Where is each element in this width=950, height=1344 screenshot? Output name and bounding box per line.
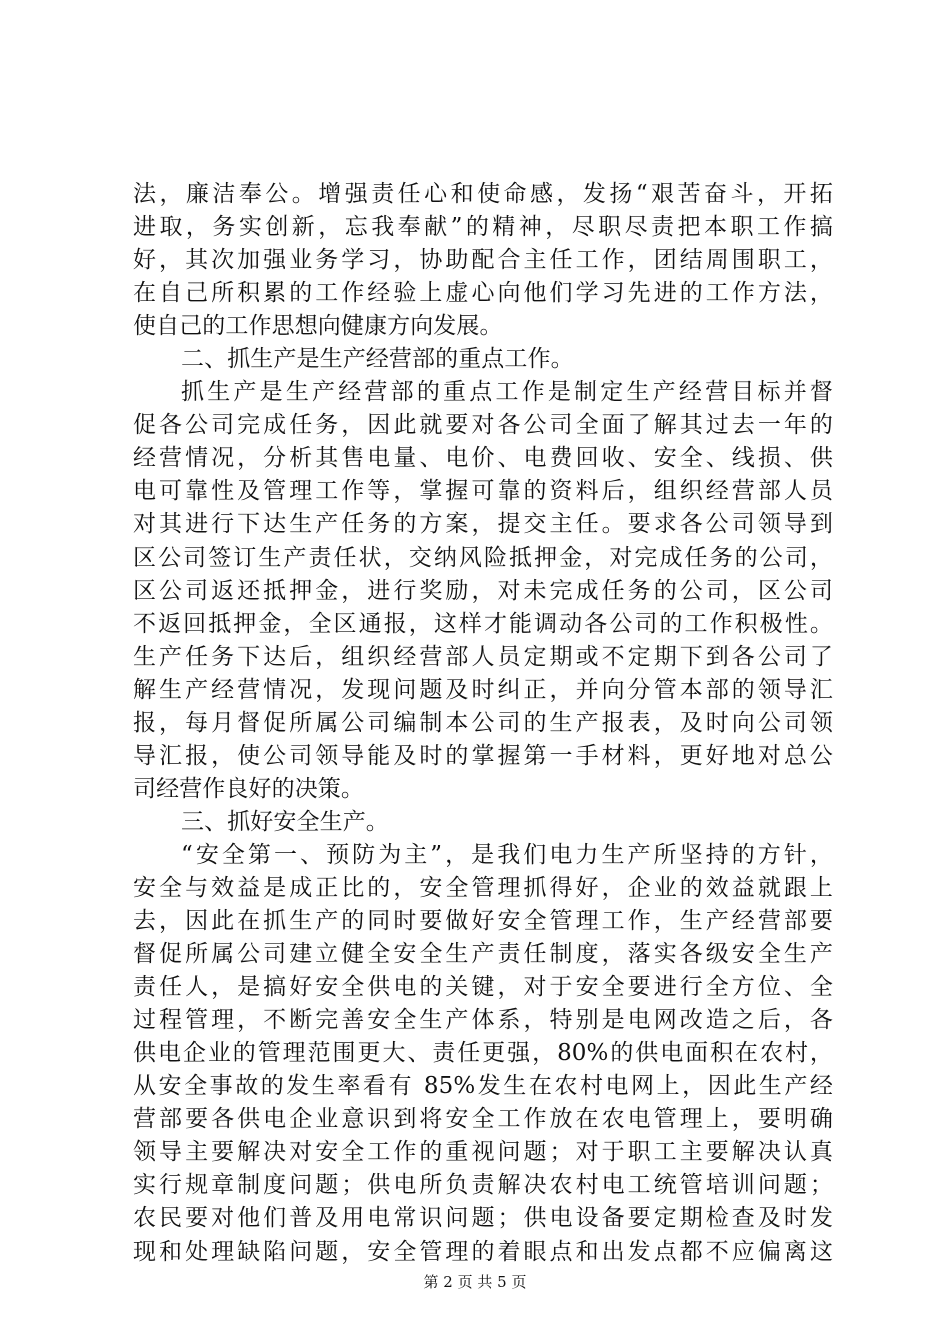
text-line: 去，因此在抓生产的同时要做好安全管理工作，生产经营部要 <box>133 908 833 935</box>
text-line: 司经营作良好的决策。 <box>133 775 364 802</box>
text-line: 农民要对他们普及用电常识问题；供电设备要定期检查及时发 <box>133 1205 833 1232</box>
text-line: 现和处理缺陷问题，安全管理的着眼点和出发点都不应偏离这 <box>133 1238 833 1265</box>
text-line: 二、抓生产是生产经营部的重点工作。 <box>181 346 574 373</box>
text-line: 供电企业的管理范围更大、责任更强，80%的供电面积在农村， <box>133 1040 833 1067</box>
text-line: 生产任务下达后，组织经营部人员定期或不定期下到各公司了 <box>133 643 833 670</box>
text-line: 责任人，是搞好安全供电的关键，对于安全要进行全方位、全 <box>133 974 833 1001</box>
text-line: “安全第一、预防为主”，是我们电力生产所坚持的方针， <box>181 841 833 868</box>
text-line: 促各公司完成任务，因此就要对各公司全面了解其过去一年的 <box>133 412 833 439</box>
text-line: 对其进行下达生产任务的方案，提交主任。要求各公司领导到 <box>133 511 833 538</box>
text-line: 抓生产是生产经营部的重点工作是制定生产经营目标并督 <box>181 379 833 406</box>
text-line: 好，其次加强业务学习，协助配合主任工作，团结周围职工， <box>133 247 833 274</box>
text-line: 实行规章制度问题；供电所负责解决农村电工统管培训问题； <box>133 1172 833 1199</box>
page-footer: 第 2 页 共 5 页 <box>423 1273 527 1291</box>
text-line: 报，每月督促所属公司编制本公司的生产报表，及时向公司领 <box>133 709 833 736</box>
text-line: 区公司签订生产责任状，交纳风险抵押金，对完成任务的公司， <box>133 544 833 571</box>
text-line: 不返回抵押金，全区通报，这样才能调动各公司的工作积极性。 <box>133 610 833 637</box>
text-line: 营部要各供电企业意识到将安全工作放在农电管理上，要明确 <box>133 1106 833 1133</box>
text-line: 在自己所积累的工作经验上虚心向他们学习先进的工作方法， <box>133 280 833 307</box>
body-text <box>133 178 833 1269</box>
text-line: 安全与效益是成正比的，安全管理抓得好，企业的效益就跟上 <box>133 874 833 901</box>
text-line: 导汇报，使公司领导能及时的掌握第一手材料，更好地对总公 <box>133 742 833 769</box>
text-line: 督促所属公司建立健全安全生产责任制度，落实各级安全生产 <box>133 941 833 968</box>
text-line: 领导主要解决对安全工作的重视问题；对于职工主要解决认真 <box>133 1139 833 1166</box>
text-line: 三、抓好安全生产。 <box>181 808 389 835</box>
text-line: 区公司返还抵押金，进行奖励，对未完成任务的公司，区公司 <box>133 577 833 604</box>
text-line: 从安全事故的发生率看有 85%发生在农村电网上，因此生产经 <box>133 1073 833 1100</box>
text-line: 过程管理，不断完善安全生产体系，特别是电网改造之后，各 <box>133 1007 833 1034</box>
text-line: 法，廉洁奉公。增强责任心和使命感，发扬“艰苦奋斗，开拓 <box>133 181 833 207</box>
text-line: 解生产经营情况，发现问题及时纠正，并向分管本部的领导汇 <box>133 676 833 703</box>
text-line: 电可靠性及管理工作等，掌握可靠的资料后，组织经营部人员 <box>133 478 833 505</box>
text-line: 进取，务实创新，忘我奉献”的精神，尽职尽责把本职工作搞 <box>133 214 833 241</box>
text-line: 经营情况，分析其售电量、电价、电费回收、安全、线损、供 <box>133 445 833 472</box>
text-line: 使自己的工作思想向健康方向发展。 <box>133 313 503 340</box>
